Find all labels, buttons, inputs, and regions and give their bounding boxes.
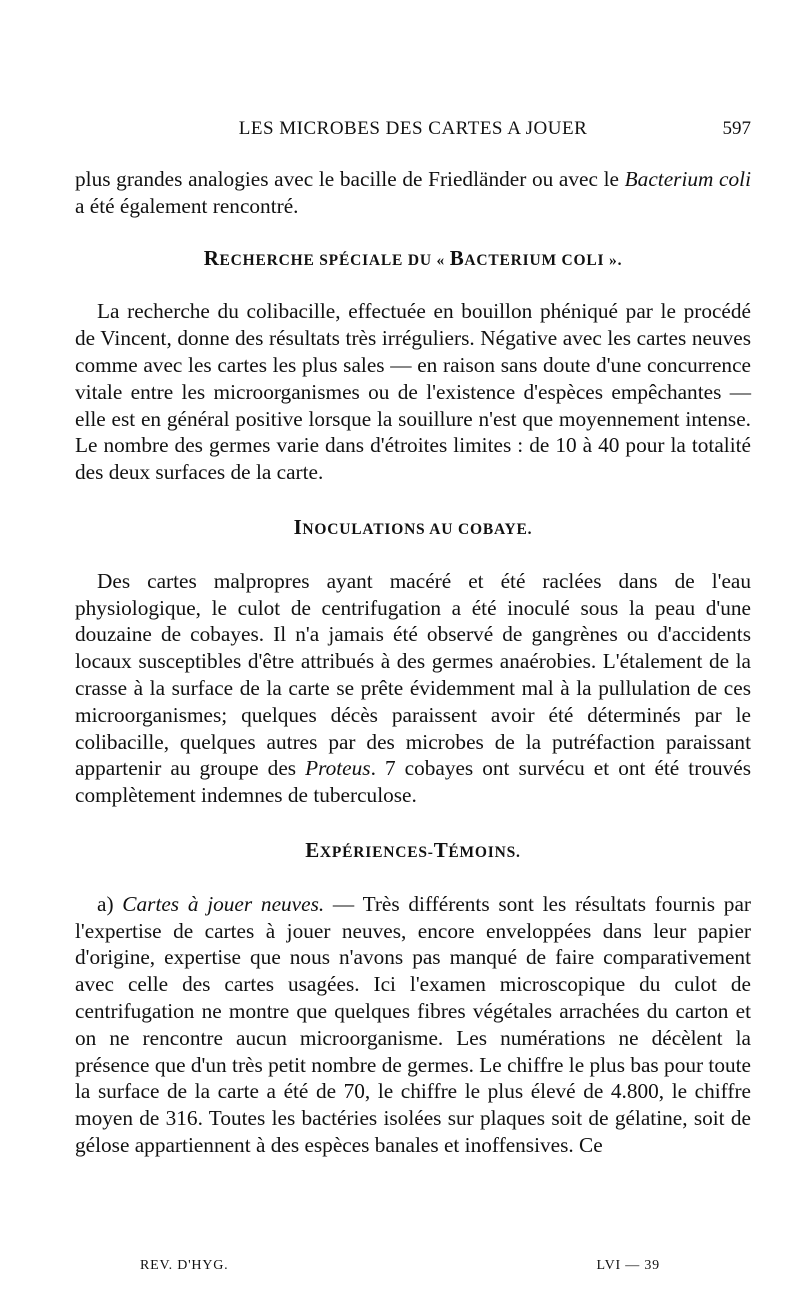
page-number: 597 [722, 118, 751, 139]
italic-term: Proteus [305, 756, 371, 781]
heading-initial: B [449, 245, 465, 270]
paragraph-inoculations [75, 568, 751, 809]
footer-signature: LVI — 39 [596, 1258, 660, 1273]
paragraph-text: plus grandes analogies avec le bacille de Friedländer ou avec le [75, 167, 625, 191]
paragraph-text: . 7 cobayes ont survécu et ont été trouvés complètement indemnes de tuberculose. [75, 756, 751, 808]
section-heading-inoculations [75, 514, 751, 544]
heading-small-caps: ÉMOINS. [448, 843, 521, 861]
heading-initial: E [305, 837, 320, 862]
heading-small-caps: ECHERCHE [219, 251, 315, 269]
section-heading-bacterium-coli [75, 245, 751, 275]
paragraph-continuation [75, 166, 751, 220]
heading-small-caps: ACTERIUM COLI ». [464, 251, 623, 269]
heading-initial: I [293, 514, 303, 539]
heading-small-caps: XPÉRIENCES- [319, 843, 434, 861]
footer-journal: REV. D'HYG. [140, 1258, 229, 1273]
heading-initial: T [433, 837, 449, 862]
section-heading-experiences-temoins [75, 837, 751, 867]
italic-term: Bacterium coli [624, 167, 751, 191]
paragraph-cartes-neuves [75, 891, 751, 1159]
paragraph-text: a été également rencontré. [75, 193, 299, 218]
heading-small-caps: NOCULATIONS AU COBAYE. [302, 520, 533, 538]
body-text [75, 166, 751, 1159]
running-head [75, 118, 751, 144]
page-footer [140, 1258, 660, 1280]
heading-small-caps: SPÉCIALE DU « [314, 251, 450, 269]
paragraph-colibacille: La recherche du colibacille, effectuée en bouillon phéniqué par le procédé de Vincent, donne des résultats très irréguliers. Négative avec les cartes neuves comme avec les cartes les plus sales — en raison sans doute d'une concurrence vitale entre les microorganismes ou de l'existence d'espèces empêchantes — elle est en général positive lorsque la souillure n'est que moyennement intense. Le nombre des germes varie dans d'étroites limites : de 10 à 40 pour la totalité des deux surfaces de la carte. [75, 299, 751, 485]
paragraph-text: — Très différents sont les résultats fournis par l'expertise de cartes à jouer neuves, encore enveloppées dans leur papier d'origine, expertise que nous n'avons pas manqué de faire comparativement avec celle des cartes usagées. Ici l'examen microscopique du culot de centrifugation ne montre que quelques fibres végétales arrachées du carton et on ne rencontre aucun microorganisme. Les numérations ne décèlent la présence que d'un très petit nombre de germes. Le chiffre le plus bas pour toute la surface de la carte a été de 70, le chiffre le plus élevé de 4.800, le chiffre moyen de 316. Toutes les bactéries isolées sur plaques soit de gélatine, soit de gélose appartiennent à des espèces banales et inoffensives. Ce [75, 891, 751, 1157]
list-marker: a) [97, 891, 123, 916]
italic-subheading: Cartes à jouer neuves. [122, 891, 325, 916]
paragraph-text: Des cartes malpropres ayant macéré et été raclées dans de l'eau physiologique, le culot de centrifugation a été inoculé sous la peau d'une douzaine de cobayes. Il n'a jamais été observé de gangrènes ou d'accidents locaux susceptibles d'être attribués à des germes anaérobies. L'étalement de la crasse à la surface de la carte se prête évidemment mal à la pullulation de ces microorganismes; quelques décès paraissent avoir été déterminés par le colibacille, quelques autres par des microbes de la putréfaction paraissant appartenir au groupe des [75, 568, 751, 781]
heading-initial: R [203, 245, 220, 270]
running-title: LES MICROBES DES CARTES A JOUER [238, 118, 588, 139]
